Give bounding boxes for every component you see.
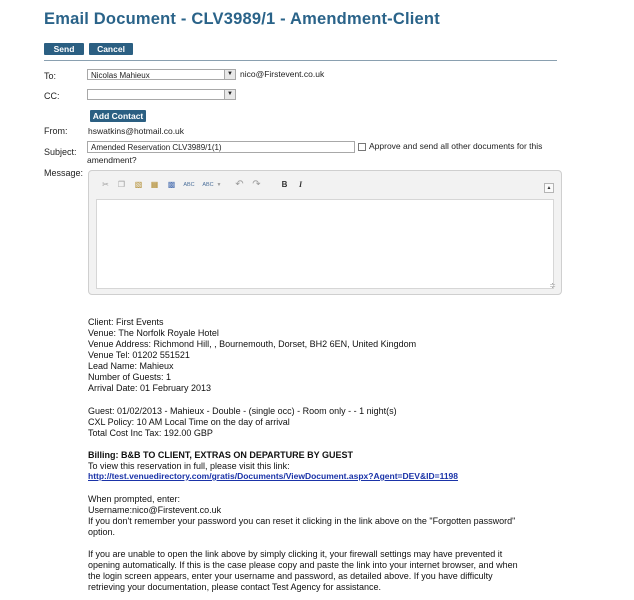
message-firewall-line4: retrieving your documentation, please contact Test Agency for assistance. [88,582,381,592]
message-firewall-line1: If you are unable to open the link above by simply clicking it, your firewall settings may have prevented it [88,549,503,559]
paste-icon[interactable]: ▧ [134,180,143,189]
cc-label: CC: [44,91,60,101]
approve-label-line2: amendment? [87,155,137,165]
message-firewall-line2: opening automatically. If this is the case please copy and paste the link into your internet browser, and when [88,560,518,570]
from-value: hswatkins@hotmail.co.uk [88,126,185,136]
chevron-down-icon: ▼ [224,70,235,79]
message-cxl-policy: CXL Policy: 10 AM Local Time on the day of arrival [88,417,290,427]
chevron-down-icon: ▼ [224,90,235,99]
subject-label: Subject: [44,147,77,157]
editor-toolbar [89,171,561,197]
message-textarea[interactable] [96,199,554,289]
approve-checkbox[interactable] [358,143,366,151]
message-venue-address: Venue Address: Richmond Hill, , Bournemouth, Dorset, BH2 6EN, United Kingdom [88,339,417,349]
undo-icon[interactable]: ↶ [235,179,244,190]
collapse-toolbar-icon[interactable]: ▲ [544,183,554,193]
add-contact-button[interactable]: Add Contact [90,110,146,122]
to-select[interactable] [87,69,236,80]
message-username: Username:nico@Firstevent.co.uk [88,505,222,515]
message-prompt: When prompted, enter: [88,494,181,504]
redo-icon[interactable]: ↷ [252,179,261,190]
italic-icon[interactable]: I [298,180,303,189]
message-lead-name: Lead Name: Mahieux [88,361,174,371]
message-billing: Billing: B&B TO CLIENT, EXTRAS ON DEPARTURE BY GUEST [88,450,354,460]
cut-icon[interactable]: ✂ [102,180,109,189]
paste-word-icon[interactable]: ▩ [167,180,176,189]
message-editor[interactable] [88,170,562,295]
message-client: Client: First Events [88,317,164,327]
copy-icon[interactable]: ❐ [117,180,126,189]
message-guest-line: Guest: 01/02/2013 - Mahieux - Double - (single occ) - Room only - - 1 night(s) [88,406,397,416]
to-label: To: [44,71,57,81]
chevron-down-icon[interactable]: ▼ [216,182,222,188]
view-document-link[interactable]: http://test.venuedirectory.com/gratis/Documents/ViewDocument.aspx?Agent=DEV&ID=1198 [88,471,459,481]
message-firewall-line3: the login screen appears, enter your username and password, as detailed above. If you have difficulty [88,571,493,581]
message-arrival: Arrival Date: 01 February 2013 [88,383,212,393]
cc-select[interactable] [87,89,236,100]
bold-icon[interactable]: B [281,180,288,189]
paste-text-icon[interactable]: ▦ [150,180,159,189]
spellcheck-icon[interactable]: ABC [183,182,195,188]
from-label: From: [44,126,68,136]
message-password-line2: option. [88,527,116,537]
header-divider [44,60,557,61]
to-select-value: Nicolas Mahieux [91,71,150,80]
message-view-text: To view this reservation in full, please visit this link: [88,461,290,471]
approve-label-line1: Approve and send all other documents for this [369,141,543,151]
page-title: Email Document - CLV3989/1 - Amendment-Client [44,10,440,28]
spellcheck-dropdown-icon[interactable]: ABC [202,182,214,188]
message-venue: Venue: The Norfolk Royale Hotel [88,328,219,338]
message-guests: Number of Guests: 1 [88,372,172,382]
message-password-line1: If you don't remember your password you can reset it clicking in the link above on the "Forgotten password" [88,516,516,526]
cancel-button[interactable]: Cancel [89,43,133,55]
message-total-cost: Total Cost Inc Tax: 192.00 GBP [88,428,213,438]
resize-handle-icon[interactable]: ≑ [549,281,556,290]
message-venue-tel: Venue Tel: 01202 551521 [88,350,190,360]
subject-input[interactable]: Amended Reservation CLV3989/1(1) [87,141,355,153]
message-label: Message: [44,168,84,178]
send-button[interactable]: Send [44,43,84,55]
to-email: nico@Firstevent.co.uk [240,69,325,79]
